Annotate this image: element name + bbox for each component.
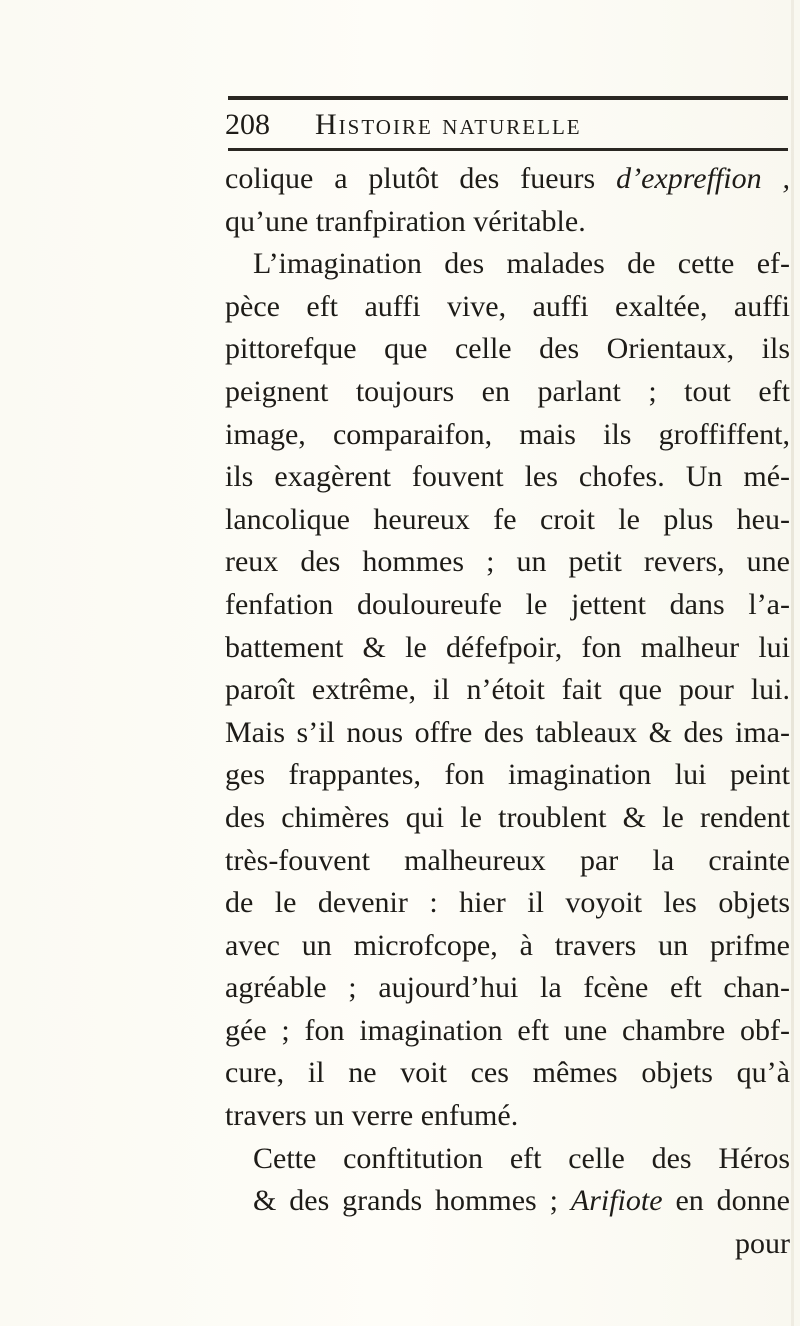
header-rule-bottom [228,148,788,151]
text-line: Cette conftitution eft celle des Héros [253,1141,790,1175]
text-line: paroît extrême, il n’étoit fait que pour lui. [225,673,790,707]
text-line: pittorefque que celle des Orientaux, ils [225,332,790,366]
text-line: image, comparaifon, mais ils groffiffent, [225,417,790,451]
page-edge-shadow [791,0,794,1326]
text-line: ils exagèrent fouvent les chofes. Un mé- [225,460,790,494]
text-line: des chimères qui le troublent & le rendent [225,800,790,834]
text-line: très-fouvent malheureux par la crainte [225,843,790,877]
text-line: agréable ; aujourd’hui la fcène eft chan- [225,971,790,1005]
running-title: Histoire naturelle [315,108,582,141]
catchword: pour [735,1226,790,1260]
text-line: pèce eft auffi vive, auffi exaltée, auffi [225,289,790,323]
body-text [225,158,790,1265]
text-line: de le devenir : hier il voyoit les objets [225,886,790,920]
text-line: reux des hommes ; un petit revers, une [225,545,790,579]
text-line: colique a plutôt des fueurs d’expreffion , [225,162,790,195]
text-line: avec un microfcope, à travers un prifme [225,928,790,962]
text-line: cure, il ne voit ces mêmes objets qu’à [225,1056,790,1090]
text-line: ges frappantes, fon imagination lui peint [225,758,790,792]
text-line: Mais s’il nous offre des tableaux & des ima- [225,715,790,749]
page-header [225,106,790,146]
header-rule-top [228,96,788,100]
text-line: L’imagination des malades de cette ef- [253,247,790,281]
text-line: travers un verre enfumé. [225,1099,519,1133]
text-line: fenfation douloureufe le jettent dans l’a- [225,587,790,621]
text-line: gée ; fon imagination eft une chambre obf- [225,1013,790,1047]
text-line: battement & le défefpoir, fon malheur lui [225,630,790,664]
text-line: & des grands hommes ; Arifiote en donne [253,1184,790,1218]
text-line: lancolique heureux fe croit le plus heu- [225,502,790,536]
text-line: peignent toujours en parlant ; tout eft [225,374,790,408]
text-line: qu’une tranfpiration véritable. [225,204,586,238]
page-number: 208 [225,108,270,141]
